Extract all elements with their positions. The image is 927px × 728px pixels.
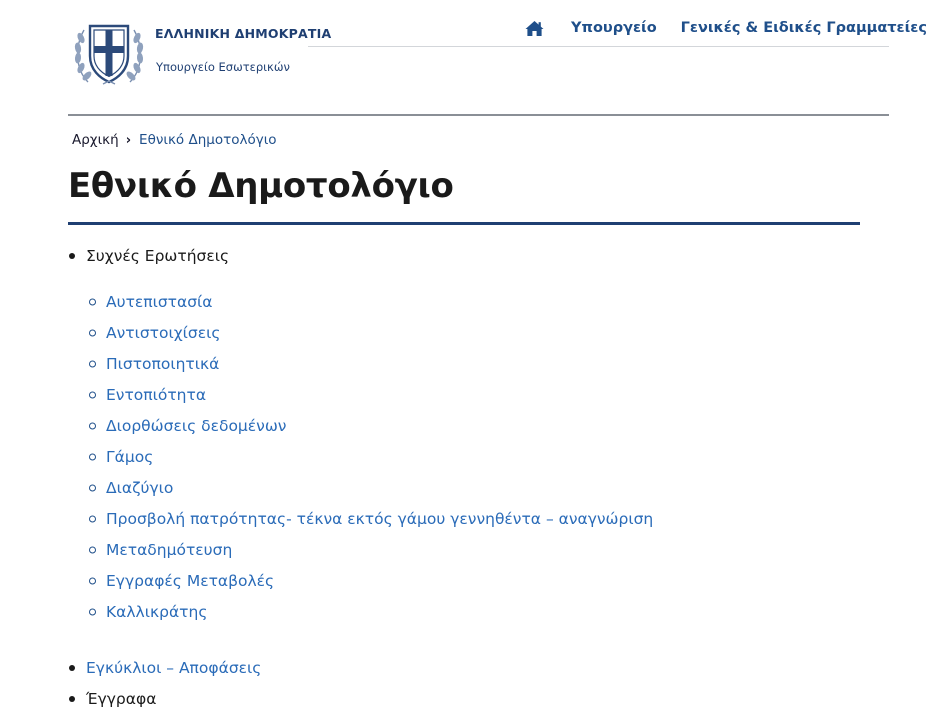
breadcrumb-current[interactable]: Εθνικό Δημοτολόγιο [139,132,277,148]
faq-item[interactable] [106,510,653,528]
faq-link-eggrafes-metavoles[interactable]: Εγγραφές Μεταβολές [106,572,275,590]
faq-item[interactable] [106,324,220,342]
logo-title[interactable]: ΕΛΛΗΝΙΚΗ ΔΗΜΟΚΡΑΤΙΑ [155,26,332,41]
circulars-link[interactable]: Εγκύκλιοι – Αποφάσεις [86,659,262,677]
circle-bullet-icon [89,578,96,585]
nav-link-ministry[interactable]: Υπουργείο [571,20,657,36]
circle-bullet-icon [89,516,96,523]
list-item-documents [86,690,156,708]
header-bottom-divider [68,114,889,116]
home-icon [525,20,544,37]
breadcrumb-separator-icon: › [125,132,132,148]
faq-link-autepistasia[interactable]: Αυτεπιστασία [106,293,213,311]
faq-item[interactable] [106,355,219,373]
nav-home-link[interactable] [524,18,544,38]
faq-link-gamos[interactable]: Γάμος [106,448,154,466]
list-item-faq [86,247,229,265]
circle-bullet-icon [89,454,96,461]
faq-link-prosvoli-patrotitas[interactable]: Προσβολή πατρότητας- τέκνα εκτός γάμου γεννηθέντα – αναγνώριση [106,510,654,528]
list-item-circulars[interactable] [86,659,261,677]
faq-item[interactable] [106,386,206,404]
circle-bullet-icon [89,361,96,368]
faq-link-metadimotefsi[interactable]: Μεταδημότευση [106,541,233,559]
faq-item[interactable] [106,541,232,559]
circle-bullet-icon [89,485,96,492]
faq-link-entopiotita[interactable]: Εντοπιότητα [106,386,207,404]
top-navigation [524,16,927,40]
faq-link-pistopoiitika[interactable]: Πιστοποιητικά [106,355,220,373]
faq-item[interactable] [106,572,274,590]
faq-link-diazygio[interactable]: Διαζύγιο [106,479,174,497]
circle-bullet-icon [89,392,96,399]
greek-republic-emblem [70,12,148,90]
circle-bullet-icon [89,609,96,616]
page-title: Εθνικό Δημοτολόγιο [68,166,454,206]
faq-item[interactable] [106,603,207,621]
circle-bullet-icon [89,330,96,337]
faq-item[interactable] [106,448,153,466]
bullet-icon [69,696,75,702]
faq-link-antistoixiseis[interactable]: Αντιστοιχίσεις [106,324,221,342]
nav-link-secretariats[interactable]: Γενικές & Ειδικές Γραμματείες [680,20,927,36]
breadcrumb-home-link[interactable]: Αρχική [72,132,119,148]
bullet-icon [69,253,75,259]
logo-subtitle[interactable]: Υπουργείο Εσωτερικών [156,60,290,74]
faq-label: Συχνές Ερωτήσεις [86,247,230,265]
documents-label: Έγγραφα [86,690,157,708]
faq-item[interactable] [106,293,213,311]
bullet-icon [69,665,75,671]
circle-bullet-icon [89,423,96,430]
faq-item[interactable] [106,479,173,497]
header-divider [308,46,889,47]
faq-link-kallikratis[interactable]: Καλλικράτης [106,603,208,621]
breadcrumb [72,132,277,148]
circle-bullet-icon [89,547,96,554]
circle-bullet-icon [89,299,96,306]
faq-link-diorthoseis[interactable]: Διορθώσεις δεδομένων [106,417,287,435]
title-underline [68,222,860,225]
faq-item[interactable] [106,417,286,435]
